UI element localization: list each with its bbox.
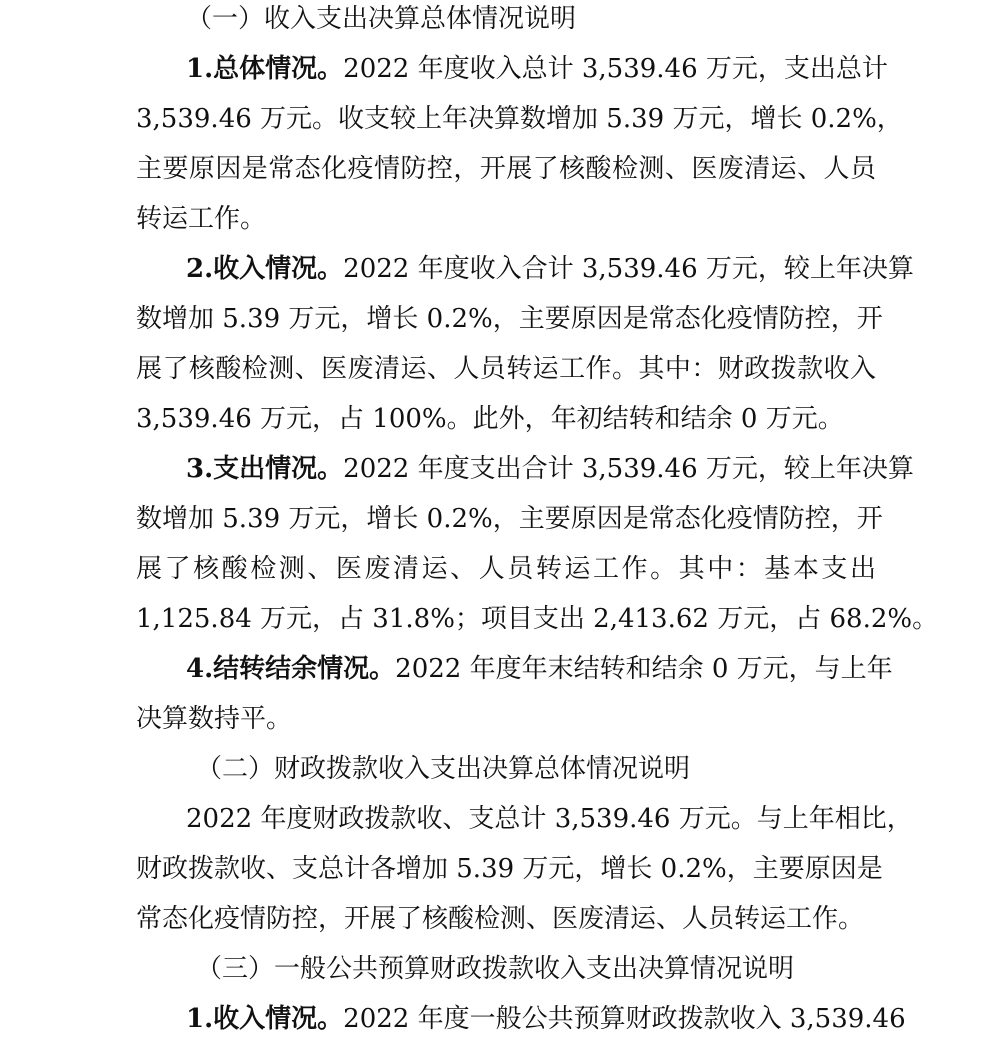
paragraph-line	[136, 350, 876, 400]
paragraph-line	[186, 250, 914, 300]
paragraph-text: 展了核酸检测、医废清运、人员转运工作。其中：财政拨款收入	[136, 354, 876, 384]
paragraph-line	[136, 600, 939, 650]
section-heading	[186, 0, 876, 50]
paragraph-line	[136, 700, 876, 750]
section-heading-text: （二）财政拨款收入支出决算总体情况说明	[196, 754, 691, 784]
paragraph-text: 2022 年度收入总计 3,539.46 万元，支出总计	[343, 54, 888, 84]
paragraph-text: 主要原因是常态化疫情防控，开展了核酸检测、医废清运、人员	[136, 154, 876, 184]
paragraph-line	[186, 50, 888, 100]
paragraph-lead: 1.收入情况。	[186, 1004, 344, 1034]
paragraph-line	[186, 800, 913, 850]
paragraph-text: 数增加 5.39 万元，增长 0.2%，主要原因是常态化疫情防控，开	[136, 504, 883, 534]
paragraph-line	[136, 500, 883, 550]
paragraph-text: 常态化疫情防控，开展了核酸检测、医废清运、人员转运工作。	[136, 904, 865, 934]
paragraph-line	[186, 650, 893, 700]
paragraph-text: 数增加 5.39 万元，增长 0.2%，主要原因是常态化疫情防控，开	[136, 304, 883, 334]
paragraph-line	[136, 300, 883, 350]
paragraph-line	[136, 200, 876, 250]
paragraph-text: 转运工作。	[136, 204, 267, 234]
paragraph-text: 决算数持平。	[136, 704, 293, 734]
paragraph-line	[136, 850, 883, 900]
paragraph-text: 财政拨款收、支总计各增加 5.39 万元，增长 0.2%，主要原因是	[136, 854, 883, 884]
paragraph-lead: 4.结转结余情况。	[186, 654, 396, 684]
paragraph-text: 2022 年度年末结转和结余 0 万元，与上年	[395, 654, 893, 684]
paragraph-lead: 2.收入情况。	[186, 254, 344, 284]
paragraph-line	[136, 550, 876, 600]
section-heading	[196, 950, 876, 1000]
section-heading-text: （三）一般公共预算财政拨款收入支出决算情况说明	[196, 954, 795, 984]
paragraph-text: 2022 年度收入合计 3,539.46 万元，较上年决算	[343, 254, 914, 284]
paragraph-line	[186, 450, 914, 500]
paragraph-text: 3,539.46 万元，占 100%。此外，年初结转和结余 0 万元。	[136, 404, 844, 434]
paragraph-text: 2022 年度一般公共预算财政拨款收入 3,539.46	[343, 1004, 906, 1034]
paragraph-lead: 1.总体情况。	[186, 54, 344, 84]
paragraph-text: 1,125.84 万元，占 31.8%；项目支出 2,413.62 万元，占 68.2%。	[136, 604, 939, 634]
paragraph-text: 2022 年度财政拨款收、支总计 3,539.46 万元。与上年相比，	[186, 804, 913, 834]
paragraph-text: 2022 年度支出合计 3,539.46 万元，较上年决算	[343, 454, 914, 484]
paragraph-text: 3,539.46 万元。收支较上年决算数增加 5.39 万元，增长 0.2%，	[136, 104, 903, 134]
paragraph-text: 展了核酸检测、医废清运、人员转运工作。其中：基本支出	[136, 554, 876, 584]
paragraph-line	[136, 400, 876, 450]
paragraph-line	[136, 100, 903, 150]
section-heading-text: （一）收入支出决算总体情况说明	[186, 4, 577, 34]
paragraph-line	[136, 900, 876, 950]
section-heading	[196, 750, 876, 800]
paragraph-line	[186, 1000, 906, 1050]
paragraph-lead: 3.支出情况。	[186, 454, 344, 484]
paragraph-line	[136, 150, 876, 200]
